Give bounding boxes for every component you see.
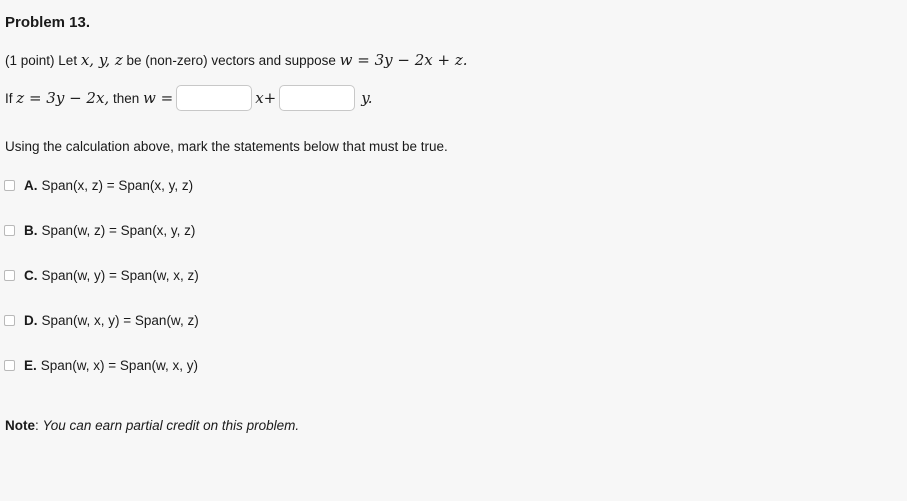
choice-d-checkbox[interactable] [4,315,15,326]
choice-c-text: Span(w, y) = Span(w, x, z) [41,268,199,283]
choice-a-letter: A. [24,178,38,193]
be-text: be (non-zero) vectors and suppose [126,53,336,68]
problem-statement [5,51,468,69]
choice-c-checkbox[interactable] [4,270,15,281]
choice-e-checkbox[interactable] [4,360,15,371]
choice-a[interactable] [4,178,193,193]
choice-b-text: Span(w, z) = Span(x, y, z) [41,223,196,238]
points-label: (1 point) [5,53,55,68]
choice-e-letter: E. [24,358,37,373]
choice-c-letter: C. [24,268,38,283]
then-label: then [112,90,140,106]
note-label: Note [5,418,35,433]
choice-b-checkbox[interactable] [4,225,15,236]
let-text: Let [58,53,78,68]
instruction-text: Using the calculation above, mark the statements below that must be true. [5,139,448,154]
w-equation: w = 3y − 2x + z. [339,51,468,69]
choice-e-text: Span(w, x) = Span(w, x, y) [40,358,198,373]
note-text: You can earn partial credit on this problem. [42,418,300,433]
z-equation: z = 3y − 2x, [16,89,110,107]
note [5,418,299,433]
choice-a-text: Span(x, z) = Span(x, y, z) [41,178,194,193]
problem-title: Problem 13. [5,14,91,31]
note-colon: : [35,418,39,433]
choice-d[interactable] [4,313,199,328]
choice-d-text: Span(w, x, y) = Span(w, z) [41,313,199,328]
choice-b[interactable] [4,223,195,238]
choice-d-letter: D. [24,313,38,328]
if-label: If [5,90,13,106]
x-coefficient-input[interactable] [176,85,252,111]
y-coefficient-input[interactable] [279,85,355,111]
w-equals: w = [143,89,174,107]
choice-a-checkbox[interactable] [4,180,15,191]
y-label: y. [361,89,373,107]
choice-b-letter: B. [24,223,38,238]
choice-c[interactable] [4,268,199,283]
answer-line [5,84,372,112]
choice-e[interactable] [4,358,198,373]
x-plus-label: x+ [255,89,277,107]
vector-variables: x, y, z [80,51,123,69]
